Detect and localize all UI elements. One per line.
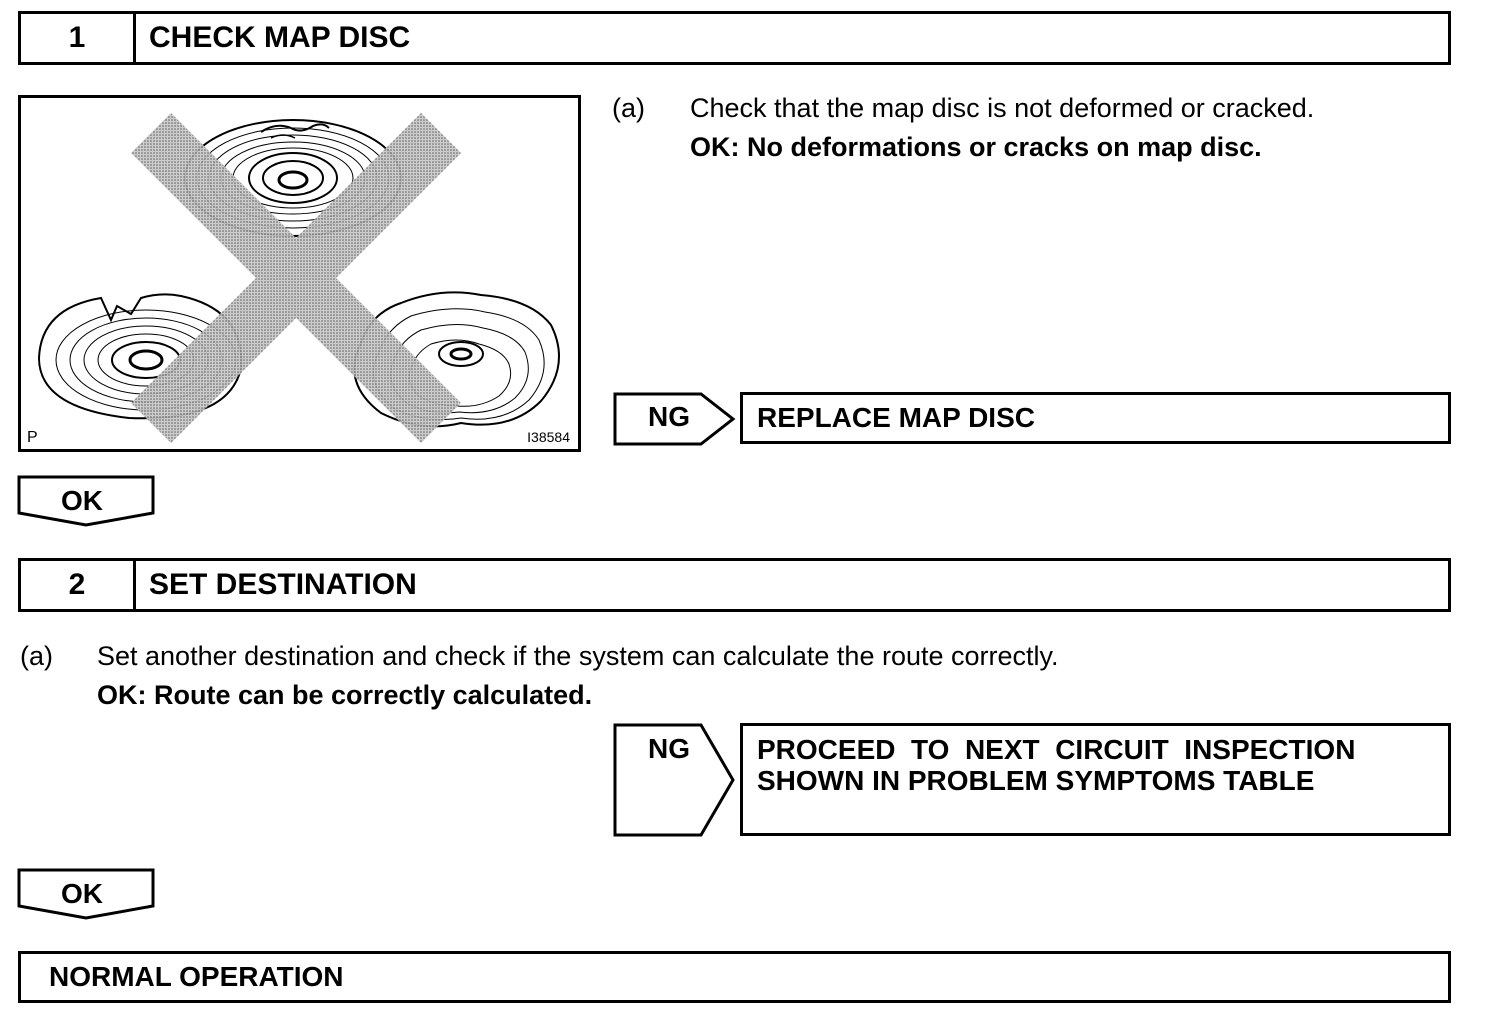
step-1-title: CHECK MAP DISC xyxy=(149,21,411,54)
x-mark xyxy=(131,113,461,443)
step-1-ng-action: REPLACE MAP DISC xyxy=(757,402,1035,433)
step-2-ng-action-line-2: SHOWN IN PROBLEM SYMPTOMS TABLE xyxy=(757,765,1315,796)
step-2-ng-action-box xyxy=(740,723,1451,836)
step-2-title: SET DESTINATION xyxy=(149,568,417,601)
step-2-item-label: (a) xyxy=(20,641,53,671)
step-1-ok-criteria: OK: No deformations or cracks on map disc. xyxy=(690,132,1262,162)
step-1-ng-action-box xyxy=(740,392,1451,444)
step-2-instruction: Set another destination and check if the system can calculate the route correctly. xyxy=(97,641,1059,671)
map-disc-illustration xyxy=(21,98,578,449)
step-2-ok-criteria: OK: Route can be correctly calculated. xyxy=(97,680,593,710)
figure-corner-label: P xyxy=(27,429,38,446)
step-1-ng-tag: NG xyxy=(648,401,690,432)
final-result-box xyxy=(18,951,1451,1003)
step-2-ok-tag: OK xyxy=(61,878,103,909)
step-1-header xyxy=(18,11,1451,65)
step-2-ng-tag: NG xyxy=(648,733,690,764)
step-2-header xyxy=(18,558,1451,612)
figure-id: I38584 xyxy=(527,429,570,445)
step-2-ng-action-line-1: PROCEED TO NEXT CIRCUIT INSPECTION xyxy=(757,734,1356,765)
step-1-number: 1 xyxy=(21,14,136,62)
step-2-number: 2 xyxy=(21,561,136,609)
final-result-text: NORMAL OPERATION xyxy=(49,961,344,992)
step-1-ok-tag: OK xyxy=(61,485,103,516)
map-disc-figure xyxy=(18,95,581,452)
step-1-instruction: Check that the map disc is not deformed or cracked. xyxy=(690,93,1315,123)
step-1-item-label: (a) xyxy=(612,93,645,123)
